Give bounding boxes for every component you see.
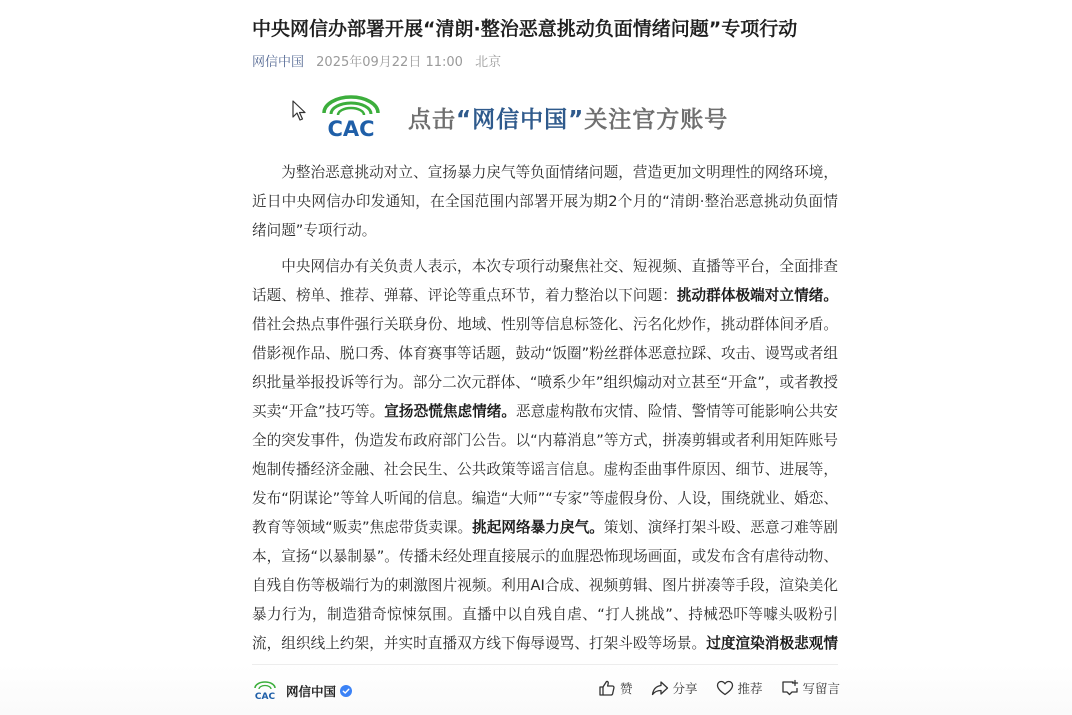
like-label: 赞 <box>620 681 633 696</box>
paragraph-1: 为整治恶意挑动对立、宣扬暴力戾气等负面情绪问题，营造更加文明理性的网络环境，近日中央网信办印发通知，在全国范围内部署开展为期2个月的“清朗·整治恶意挑动负面情绪问题”专项行动。 <box>252 164 838 239</box>
p2-heading-4: 过度渲染消极悲观情 <box>706 635 838 652</box>
p2-text-3: 策划、演绎打架斗殴、恶意刁难等剧本，宣扬“以暴制暴”。传播未经处理直接展示的血腥恐怖现场画面，或发布含有虐待动物、自残自伤等极端行为的刺激图片视频。利用AI合成、视频剪辑、图片拼凑等手段，渲染美化暴力行为，制造猎奇惊悚氛围。直播中以自残自虐、“打人挑战”、持械恐吓等噱头吸粉引流，组织线上约架，并实时直播双方线下侮辱谩骂、打架斗殴等场景。 <box>252 519 838 652</box>
comment-label: 写留言 <box>802 681 841 696</box>
like-button[interactable] <box>598 679 633 697</box>
publish-location: 北京 <box>475 55 502 70</box>
article-meta <box>252 53 501 73</box>
action-bar <box>598 679 840 697</box>
banner-highlight: “网信中国” <box>456 106 585 133</box>
follow-banner[interactable] <box>312 92 782 142</box>
footer-account-name: 网信中国 <box>286 684 337 699</box>
footer-account[interactable] <box>252 680 352 702</box>
p2-text-2: 恶意虚构散布灾情、险情、警情等可能影响公共安全的突发事件，伪造发布政府部门公告。以“内幕消息”等方式，拼凑剪辑或者利用矩阵账号炮制传播经济金融、社会民生、公共政策等谣言信息。虚构歪曲事件原因、细节、进展等，发布“阴谋论”等耸人听闻的信息。编造“大师”“专家”等虚假身份、人设，围绕就业、婚恋、教育等领域“贩卖”焦虑带货卖课。 <box>252 403 838 536</box>
publish-date: 2025年09月22日 11:00 <box>316 55 463 70</box>
article-body <box>252 158 838 694</box>
heart-icon <box>716 679 734 697</box>
cac-logo <box>312 95 390 139</box>
comment-button[interactable] <box>781 679 841 697</box>
mouse-cursor-icon <box>292 100 306 122</box>
paragraph-2 <box>252 252 838 687</box>
p2-heading-1: 挑动群体极端对立情绪。 <box>676 287 838 304</box>
cac-logo-text: CAC <box>327 117 375 139</box>
comment-plus-icon <box>781 679 799 697</box>
share-arrow-icon <box>651 679 669 697</box>
share-button[interactable] <box>651 679 698 697</box>
p2-text-1: 借社会热点事件强行关联身份、地域、性别等信息标签化、污名化炒作，挑动群体间矛盾。借影视作品、脱口秀、体育赛事等话题，鼓动“饭圈”粉丝群体恶意拉踩、攻击、谩骂或者组织批量举报投诉等行为。部分二次元群体、“喷系少年”组织煽动对立甚至“开盒”，或者教授买卖“开盒”技巧等。 <box>252 316 838 420</box>
recommend-button[interactable] <box>716 679 763 697</box>
banner-prefix: 点击 <box>408 106 456 133</box>
cac-small-logo-text: CAC <box>254 692 276 702</box>
p2-heading-2: 宣扬恐慌焦虑情绪。 <box>384 403 517 420</box>
share-label: 分享 <box>672 681 698 696</box>
p2-heading-3: 挑起网络暴力戾气。 <box>472 519 604 536</box>
account-link[interactable]: 网信中国 <box>252 55 305 70</box>
footer-bar <box>0 665 1072 715</box>
verified-badge-icon <box>340 685 352 697</box>
recommend-label: 推荐 <box>737 681 763 696</box>
thumbs-up-icon <box>598 679 616 697</box>
cac-small-logo <box>252 680 278 702</box>
article-title: 中央网信办部署开展“清朗·整治恶意挑动负面情绪问题”专项行动 <box>252 18 798 40</box>
banner-text <box>408 101 728 134</box>
banner-suffix: 关注官方账号 <box>584 106 729 133</box>
p2-intro: 中央网信办有关负责人表示，本次专项行动聚焦社交、短视频、直播等平台，全面排查话题、榜单、推荐、弹幕、评论等重点环节，着力整治以下问题： <box>252 258 838 304</box>
